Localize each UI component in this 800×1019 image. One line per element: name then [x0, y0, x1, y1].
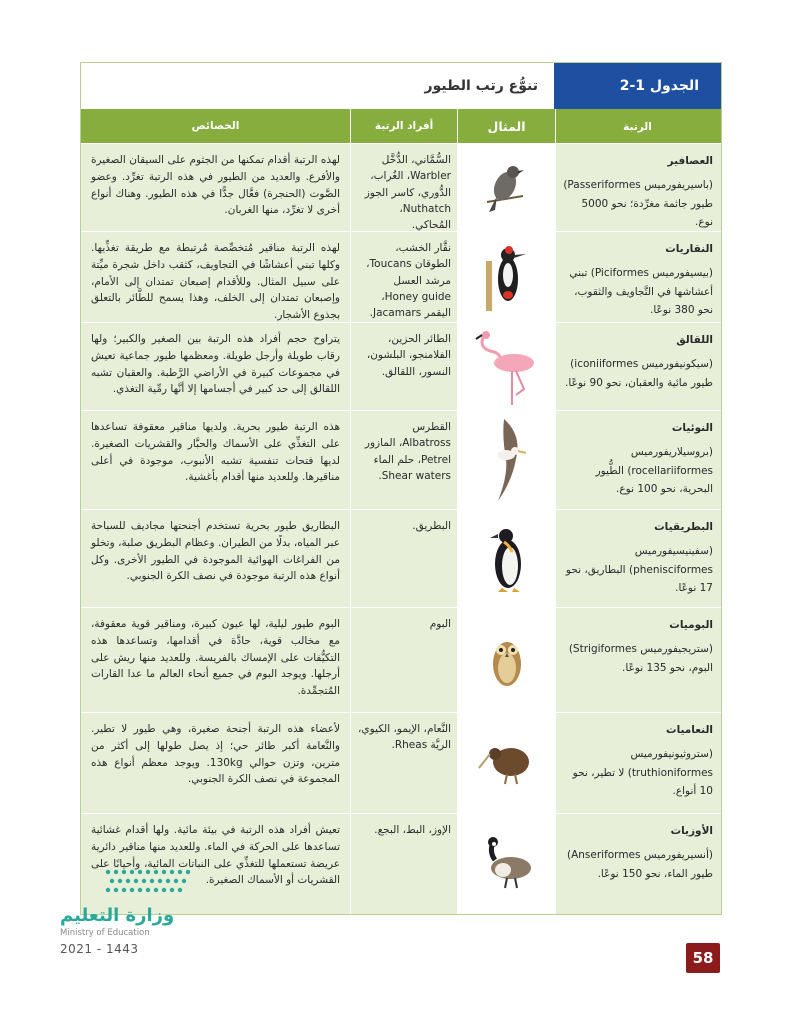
order-desc: الطُّيور البحرية، نحو 100 نوع. [595, 464, 713, 496]
penguin-icon [482, 524, 532, 594]
owl-icon [487, 630, 527, 690]
table-header-row [81, 109, 721, 143]
order-cell [555, 232, 721, 322]
order-sci-name: (باسيريفورميس Passeriformes) [563, 179, 713, 192]
bird-orders-table [80, 62, 722, 915]
table-row [81, 143, 721, 231]
members-cell: البطريق. [350, 510, 457, 607]
header-members: أفراد الرتبة [350, 109, 457, 143]
table-row [81, 231, 721, 322]
order-desc: البوم، نحو 135 نوعًا. [622, 661, 713, 674]
edition-year: 2021 - 1443 [60, 942, 139, 956]
order-desc: البطاريق، نحو 17 نوعًا. [565, 563, 713, 595]
order-cell [555, 323, 721, 410]
table-row [81, 813, 721, 914]
example-cell [457, 232, 555, 322]
albatross-icon [482, 415, 532, 505]
order-name: اللقالق [676, 334, 713, 346]
order-cell [555, 510, 721, 607]
order-desc: تبني أعشاشها في التَّجاويف والثقوب، نحو 380 نوعًا. [569, 267, 713, 317]
header-characteristics: الخصائص [191, 119, 240, 132]
characteristics-cell: هذه الرتبة طيور بحرية. ولديها مناقير معقوفة تساعدها على التغذِّي على الأسماك والحبَّار والقشريات الصغيرة. لديها فتحات تنفسية تشبه الأنبوب، موجودة في أعلى مناقيرها. وللعديد منها أقدام بأغشية. [81, 411, 350, 509]
ministry-name-arabic: وزارة التعليم [60, 905, 175, 926]
table-title: تنوُّع رتب الطيور [81, 63, 554, 109]
table-row [81, 712, 721, 813]
order-cell [555, 411, 721, 509]
order-desc: طيور الماء، نحو 150 نوعًا. [597, 867, 713, 880]
order-cell [555, 144, 721, 231]
order-sci-name: (بروسيلاريفورميس rocellariiformes) [627, 446, 713, 477]
order-cell [555, 814, 721, 914]
order-name: الأوزيات [670, 825, 713, 837]
order-sci-name: (بيسيفورميس Piciformes) [590, 267, 713, 280]
members-cell: السُّمَّاني، الدُّخَّل Warbler، الغُراب، الدُّوري، كاسر الجوز Nuthatch، المُحاكي. [350, 144, 457, 231]
ministry-name-english: Ministry of Education [60, 928, 150, 938]
table-row [81, 607, 721, 712]
example-cell [457, 608, 555, 712]
table-title-row [81, 63, 721, 109]
order-sci-name: (سفينيسيفورميس phenisciformes) [628, 545, 713, 576]
header-example: المثال [457, 109, 555, 143]
order-desc: طيور جاثمة مغرِّدة؛ نحو 5000 نوع. [581, 197, 713, 229]
ministry-logo-dots-icon [103, 866, 198, 896]
order-cell [555, 713, 721, 813]
order-name: النقاريات [665, 243, 713, 255]
characteristics-cell: لهذه الرتبة أقدام تمكنها من الجثوم على السيقان الصغيرة والأفرع. والعديد من الطيور في هذه الرتبة تغرِّد. وعضو الصَّوت (الحنجرة) فعَّال جدًّا في هذه الطيور. وهناك أنواع أخرى لا تغرِّد، منها الغربان. [81, 144, 350, 231]
order-name: البطريقيات [654, 521, 713, 533]
characteristics-cell: لهذه الرتبة مناقير مُتخصِّصة مُرتبطة مع طريقة تغذِّيها. وكلها تبني أعشاشًا في التجاويف، كثقب داخل شجرة ميِّتة على سبيل المثال. وللأقدام إصبعان تمتدان إلى الأمام، وإصبعان تمتدان إلى الخلف، وهذا يسمح للطَّائر بالتعلق بجذوع الأشجار. [81, 232, 350, 322]
table-row [81, 509, 721, 607]
members-cell: القطرس Albatross، المازور Petrel، حلم الماء Shear waters. [350, 411, 457, 509]
sparrow-icon [483, 158, 531, 218]
characteristics-cell: البوم طيور ليلية، لها عيون كبيرة، ومناقير قوية معقوفة، مع مخالب قوية، حادَّة في أقدامها، وتساعدها هذه التكيُّفات على الإمساك بالفريسة. وللعديد منها ريش على أرجلها. ويوجد البوم في جميع أنحاء العالم ما عدا القارات المُتجمِّدة. [81, 608, 350, 712]
characteristics-cell: لأعضاء هذه الرتبة أجنحة صغيرة، وهي طيور لا تطير. والنَّعامة أكبر طائر حي؛ إذ يصل طولها إلى أكثر من مترين، وتزن حوالي 130kg. ويوجد معظم أنواع هذه المجموعة في نصف الكرة الجنوبي. [81, 713, 350, 813]
kiwi-icon [477, 738, 537, 788]
example-cell [457, 411, 555, 509]
ministry-logo [60, 905, 200, 956]
members-cell: الطائر الحزين، الفلامنجو، البلشون، النسور، اللقالق. [350, 323, 457, 410]
members-cell: نقَّار الخشب، الطوقان Toucans، مرشد العسل Honey guide، اليقمر Jacamars. [350, 232, 457, 322]
characteristics-cell: البطاريق طيور بحرية تستخدم أجنحتها مجاديف للسباحة عبر المياه، بدلًا من الطيران. وعظام البطريق صلبة، وتخلو من الفراغات الهوائية الموجودة في الطيور الأخرى. وكل أنواع هذه الرتبة موجودة في نصف الكرة الجنوبي. [81, 510, 350, 607]
woodpecker-icon [482, 241, 532, 313]
example-cell [457, 814, 555, 914]
table-row [81, 322, 721, 410]
order-sci-name: (أنسيريفورميس Anseriformes) [566, 849, 713, 862]
example-cell [457, 323, 555, 410]
characteristics-cell: يتراوح حجم أفراد هذه الرتبة بين الصغير والكبير؛ ولها رقاب طويلة وأرجل طويلة. ومعظمها طيور جماعية تعيش في مجموعات كبيرة في الأراضي الرَّطبة. والعقبان تشبه اللقالق إلى حد كبير في أجسامها إلا أنَّها رمِّية التغذي. [81, 323, 350, 410]
example-cell [457, 144, 555, 231]
order-name: النعاميات [666, 724, 713, 736]
goose-icon [479, 836, 535, 892]
order-desc: طيور مائية والعقبان، نحو 90 نوعًا. [565, 376, 713, 389]
members-cell: النَّعام، الإيمو، الكيوي، الريَّة Rheas. [350, 713, 457, 813]
order-sci-name: (ستروثيونيفورميس truthioniformes) [627, 748, 713, 779]
order-cell [555, 608, 721, 712]
members-cell: الإوز، البط، البجع. [350, 814, 457, 914]
table-row [81, 410, 721, 509]
table-label: الجدول 1-2 [554, 63, 721, 109]
characteristics-cell: تعيش أفراد هذه الرتبة في بيئة مائية. ولها أقدام غشائية تساعدها على الحركة في الماء. وللعديد منها مناقير دائرية عريضة تستعملها للتغذِّي على النباتات المائية، وأحيانًا على القشريات أو الأسماك الصغيرة. [81, 814, 350, 914]
flamingo-icon [472, 327, 542, 407]
order-name: العصافير [667, 155, 713, 167]
order-sci-name: (سيكونيفورميس iconiiformes) [570, 358, 713, 371]
page-number: 58 [686, 943, 720, 973]
example-cell [457, 510, 555, 607]
order-desc: لا تطير، نحو 10 أنواع. [572, 766, 713, 798]
order-name: البوميات [669, 619, 713, 631]
header-order: الرتبة [555, 109, 721, 143]
members-cell: البوم [350, 608, 457, 712]
order-sci-name: (ستريجيفورميس Strigiformes) [568, 643, 713, 656]
example-cell [457, 713, 555, 813]
order-name: النوئيات [671, 422, 713, 434]
